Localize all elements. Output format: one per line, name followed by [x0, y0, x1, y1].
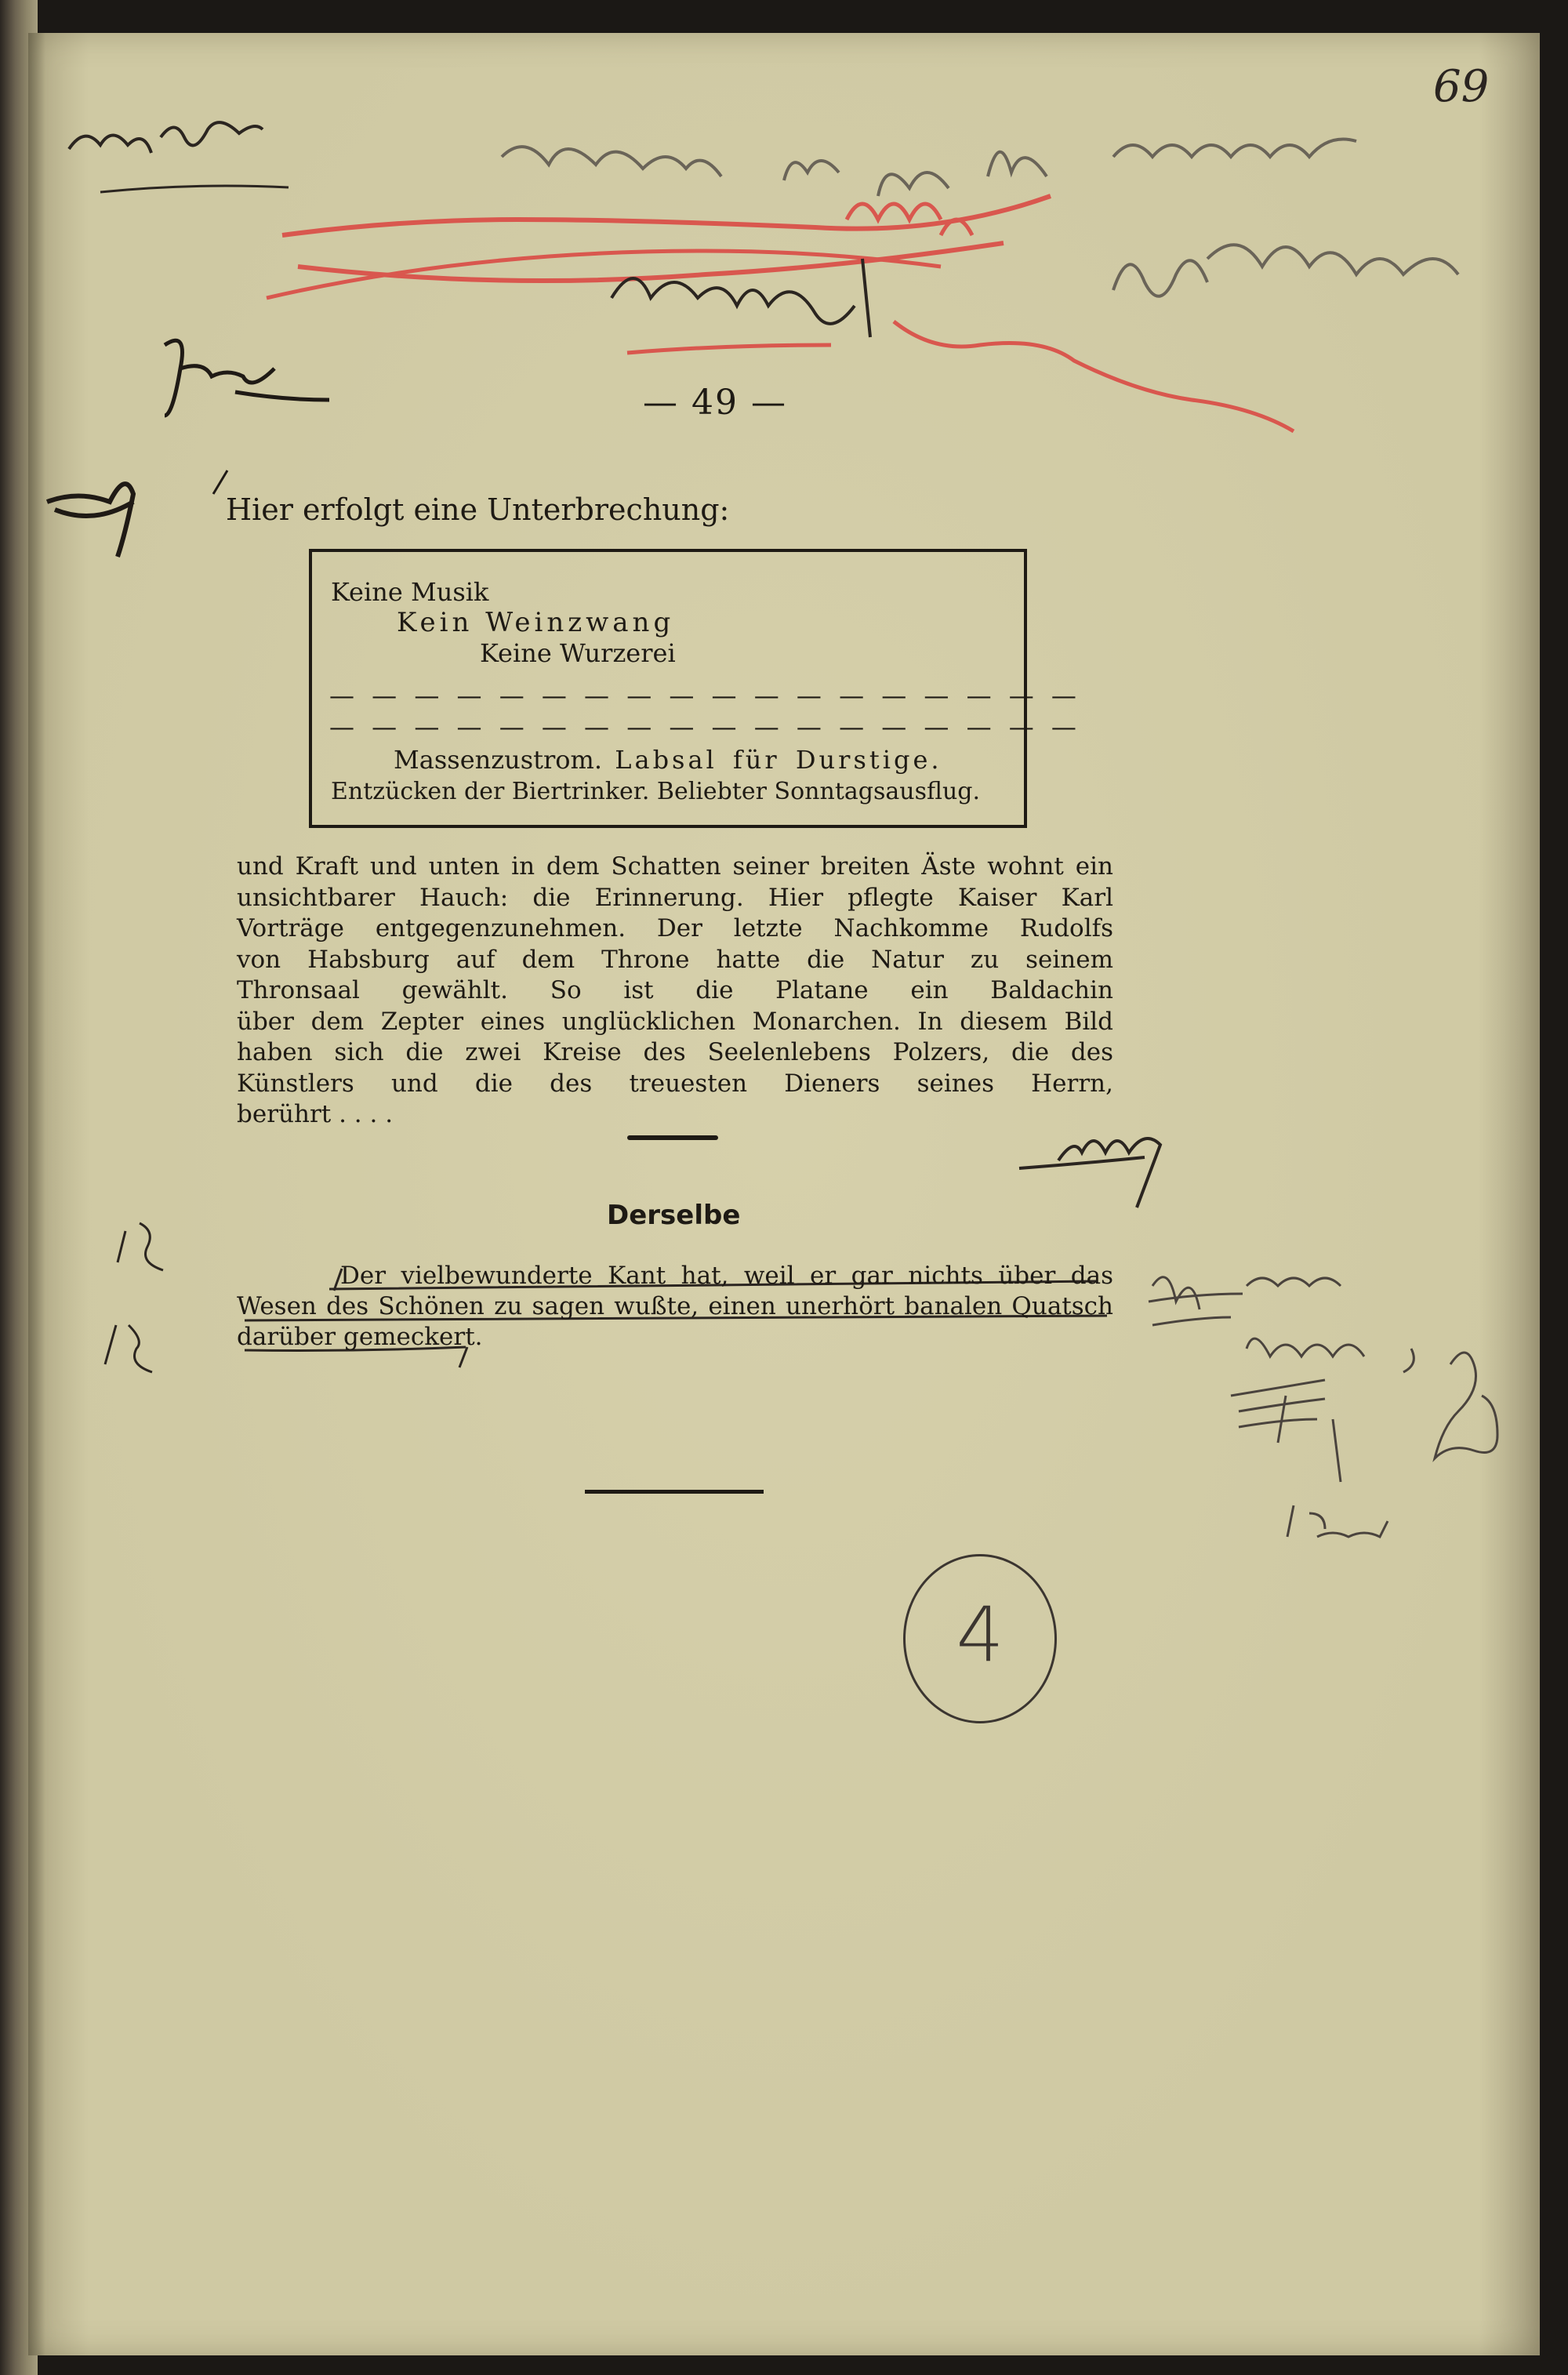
pencil-scribble-top-left	[69, 122, 263, 153]
box-dash-row-2: — — — — — — — — — — — — — — — — — —	[329, 712, 1081, 742]
paragraph-line: haben sich die zwei Kreise des Seelenlebens Polzers, die des	[237, 1038, 1113, 1066]
notice-box	[309, 549, 1081, 828]
box-footer-1a: Massenzustrom.	[394, 745, 603, 775]
pencil-note-right-3	[1287, 1505, 1388, 1537]
pencil-note-right-1	[1149, 1277, 1341, 1325]
pencil-note-right	[1113, 245, 1458, 296]
box-footer-2: Entzücken der Biertrinker. Beliebter Sonntagsausflug.	[331, 778, 981, 805]
box-dash-row-1: — — — — — — — — — — — — — — — — — —	[329, 681, 1081, 710]
pencil-tick	[213, 470, 227, 494]
intro-line: Hier erfolgt eine Unterbrechung:	[226, 492, 730, 527]
box-line-2: Kein Weinzwang	[397, 607, 675, 638]
paragraph-line: und Kraft und unten in dem Schatten seiner breiten Äste wohnt ein	[237, 852, 1113, 881]
paragraph-line: Vorträge entgegenzunehmen. Der letzte Nachkomme Rudolfs	[237, 914, 1113, 942]
pencil-letter-right	[1435, 1353, 1497, 1458]
pencil-mark-margin-2	[105, 1325, 152, 1372]
paragraph-line: über dem Zepter eines unglücklichen Monarchen. In diesem Bild	[237, 1007, 1113, 1036]
end-rule	[585, 1490, 764, 1494]
body-paragraph	[237, 852, 1113, 1131]
quote-line: Der vielbewunderte Kant hat, weil er gar nichts über das	[340, 1262, 1113, 1290]
pencil-scribble-right	[1231, 1380, 1341, 1482]
box-footer-1	[394, 745, 942, 775]
quote-line: Wesen des Schönen zu sagen wußte, einen unerhört banalen Quatsch	[237, 1292, 1113, 1320]
box-line-1: Keine Musik	[331, 577, 489, 607]
pencil-note-right-2	[1247, 1338, 1414, 1372]
circled-number-text: 4	[956, 1591, 1004, 1679]
box-line-3: Keine Wurzerei	[480, 638, 676, 668]
pencil-mark-right-rule	[1019, 1138, 1160, 1207]
paragraph-line: berührt . . . .	[237, 1100, 394, 1128]
red-underline	[627, 345, 831, 353]
pencil-underline	[100, 186, 289, 192]
paragraph-line: unsichtbarer Hauch: die Erinnerung. Hier pflegte Kaiser Karl	[237, 883, 1113, 912]
folio-number: 69	[1433, 61, 1490, 112]
paragraph-line: Thronsaal gewählt. So ist die Platane ein Baldachin	[237, 976, 1113, 1004]
box-footer-1b: Labsal für Durstige.	[615, 745, 942, 775]
pencil-mark-margin-1	[118, 1223, 163, 1270]
page-number: — 49 —	[643, 383, 787, 423]
circled-pencil-number	[903, 1554, 1057, 1723]
pencil-note-top-line	[502, 140, 1356, 197]
section-heading: Derselbe	[607, 1200, 741, 1231]
ink-mark-left-2	[47, 484, 133, 557]
red-crayon-scrawl-right	[894, 321, 1294, 431]
section-rule	[627, 1135, 718, 1140]
paragraph-line: Künstlers und die des treuesten Dieners seines Herrn,	[237, 1069, 1113, 1098]
quote-line: darüber gemeckert.	[237, 1323, 483, 1351]
quote-paragraph	[237, 1261, 1113, 1353]
paragraph-line: von Habsburg auf dem Throne hatte die Natur zu seinem	[237, 945, 1113, 974]
ink-mark-left	[165, 340, 329, 416]
